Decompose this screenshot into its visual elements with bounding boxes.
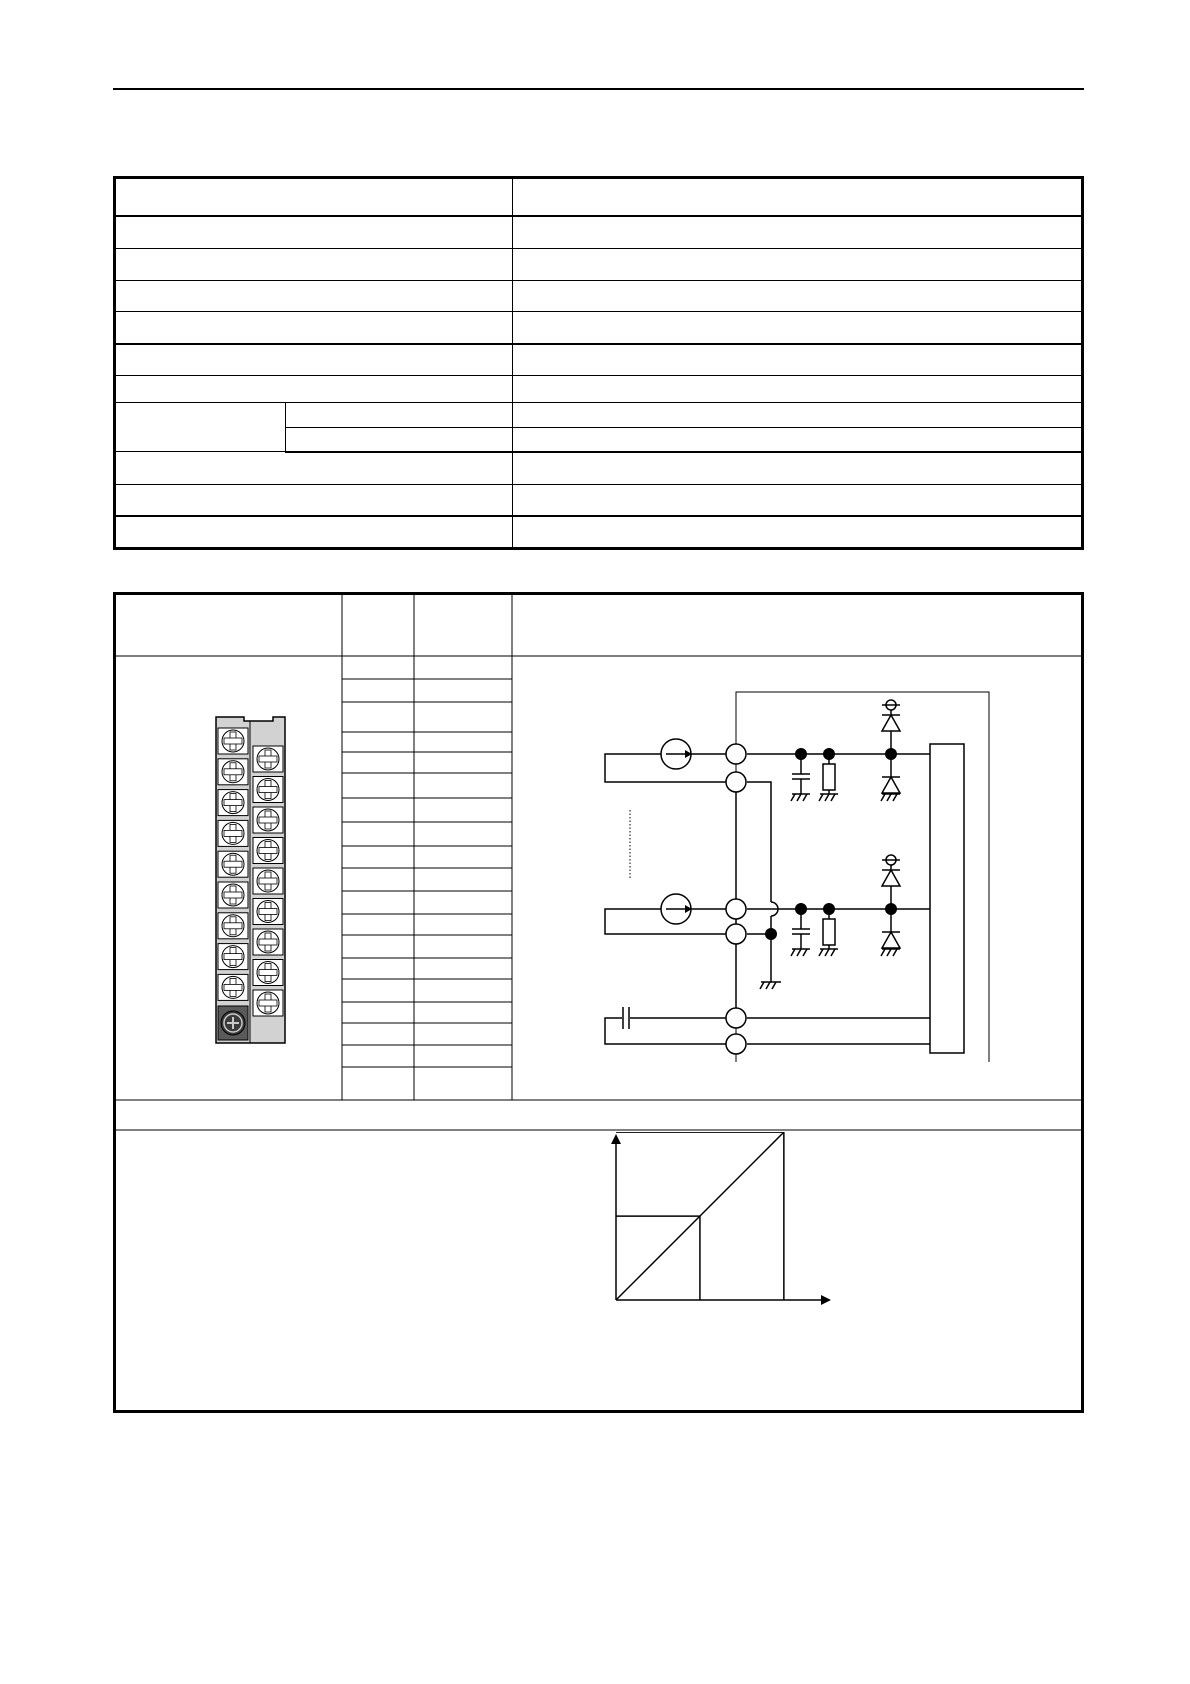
spec-item-cell xyxy=(115,312,513,344)
spec-row xyxy=(115,484,1083,516)
spec-value-cell xyxy=(513,403,1083,428)
spec-subitem-cell xyxy=(286,403,513,428)
terminal-screw xyxy=(253,838,283,864)
spec-value-cell xyxy=(513,248,1083,280)
terminal-screws-right xyxy=(253,746,283,1016)
terminal-screw xyxy=(218,728,248,754)
terminal-screw xyxy=(218,820,248,846)
terminal-screw xyxy=(218,851,248,877)
spec-group-cell xyxy=(115,403,286,452)
terminal-screw xyxy=(253,929,283,955)
terminal-screw xyxy=(218,759,248,785)
spec-item-cell xyxy=(115,376,513,403)
terminal-screw xyxy=(218,913,248,939)
header-rule xyxy=(113,88,1084,90)
spec-item-cell xyxy=(115,484,513,516)
terminal-screw xyxy=(218,882,248,908)
terminal-screw xyxy=(253,807,283,833)
spec-row xyxy=(115,344,1083,376)
spec-item-cell xyxy=(115,452,513,484)
terminal-screw xyxy=(253,777,283,803)
spec-item-cell xyxy=(115,178,513,217)
specification-table xyxy=(113,176,1084,550)
terminal-screw xyxy=(218,974,248,1000)
spec-value-cell xyxy=(513,344,1083,376)
spec-value-cell xyxy=(513,280,1083,311)
terminal-table-rows xyxy=(342,679,512,1067)
spec-value-cell xyxy=(513,216,1083,248)
spec-subitem-cell xyxy=(286,427,513,452)
terminal-block-image xyxy=(215,716,289,1044)
spec-value-cell xyxy=(513,516,1083,548)
input-circuit-diagram xyxy=(588,682,1028,1062)
spec-row xyxy=(115,216,1083,248)
spec-row xyxy=(115,280,1083,311)
spec-row xyxy=(115,178,1083,217)
y-axis-arrow xyxy=(611,1134,621,1144)
spec-value-cell xyxy=(513,427,1083,452)
spec-row xyxy=(115,312,1083,344)
terminal-screw xyxy=(218,944,248,970)
spec-value-cell xyxy=(513,452,1083,484)
spec-value-cell xyxy=(513,376,1083,403)
chart-axes xyxy=(611,1134,831,1305)
conversion-characteristic-chart xyxy=(483,1132,833,1372)
spec-row xyxy=(115,516,1083,548)
spec-item-cell xyxy=(115,344,513,376)
spec-value-cell xyxy=(513,484,1083,516)
spec-row xyxy=(115,376,1083,403)
wiring-block xyxy=(113,592,1084,1413)
spec-item-cell xyxy=(115,216,513,248)
spec-value-cell xyxy=(513,178,1083,217)
ground-screw xyxy=(218,1006,248,1040)
terminal-screw xyxy=(218,790,248,816)
spec-row xyxy=(115,452,1083,484)
spec-item-cell xyxy=(115,280,513,311)
terminal-screws-left xyxy=(218,728,248,1000)
x-axis-arrow xyxy=(821,1295,831,1305)
spec-row xyxy=(115,248,1083,280)
terminal-screw xyxy=(253,746,283,772)
spec-row xyxy=(115,403,1083,428)
spec-item-cell xyxy=(115,248,513,280)
terminal-screw xyxy=(253,990,283,1016)
spec-value-cell xyxy=(513,312,1083,344)
spec-item-cell xyxy=(115,516,513,548)
terminal-screw xyxy=(253,899,283,925)
terminal-screw xyxy=(253,868,283,894)
terminal-screw xyxy=(253,960,283,986)
